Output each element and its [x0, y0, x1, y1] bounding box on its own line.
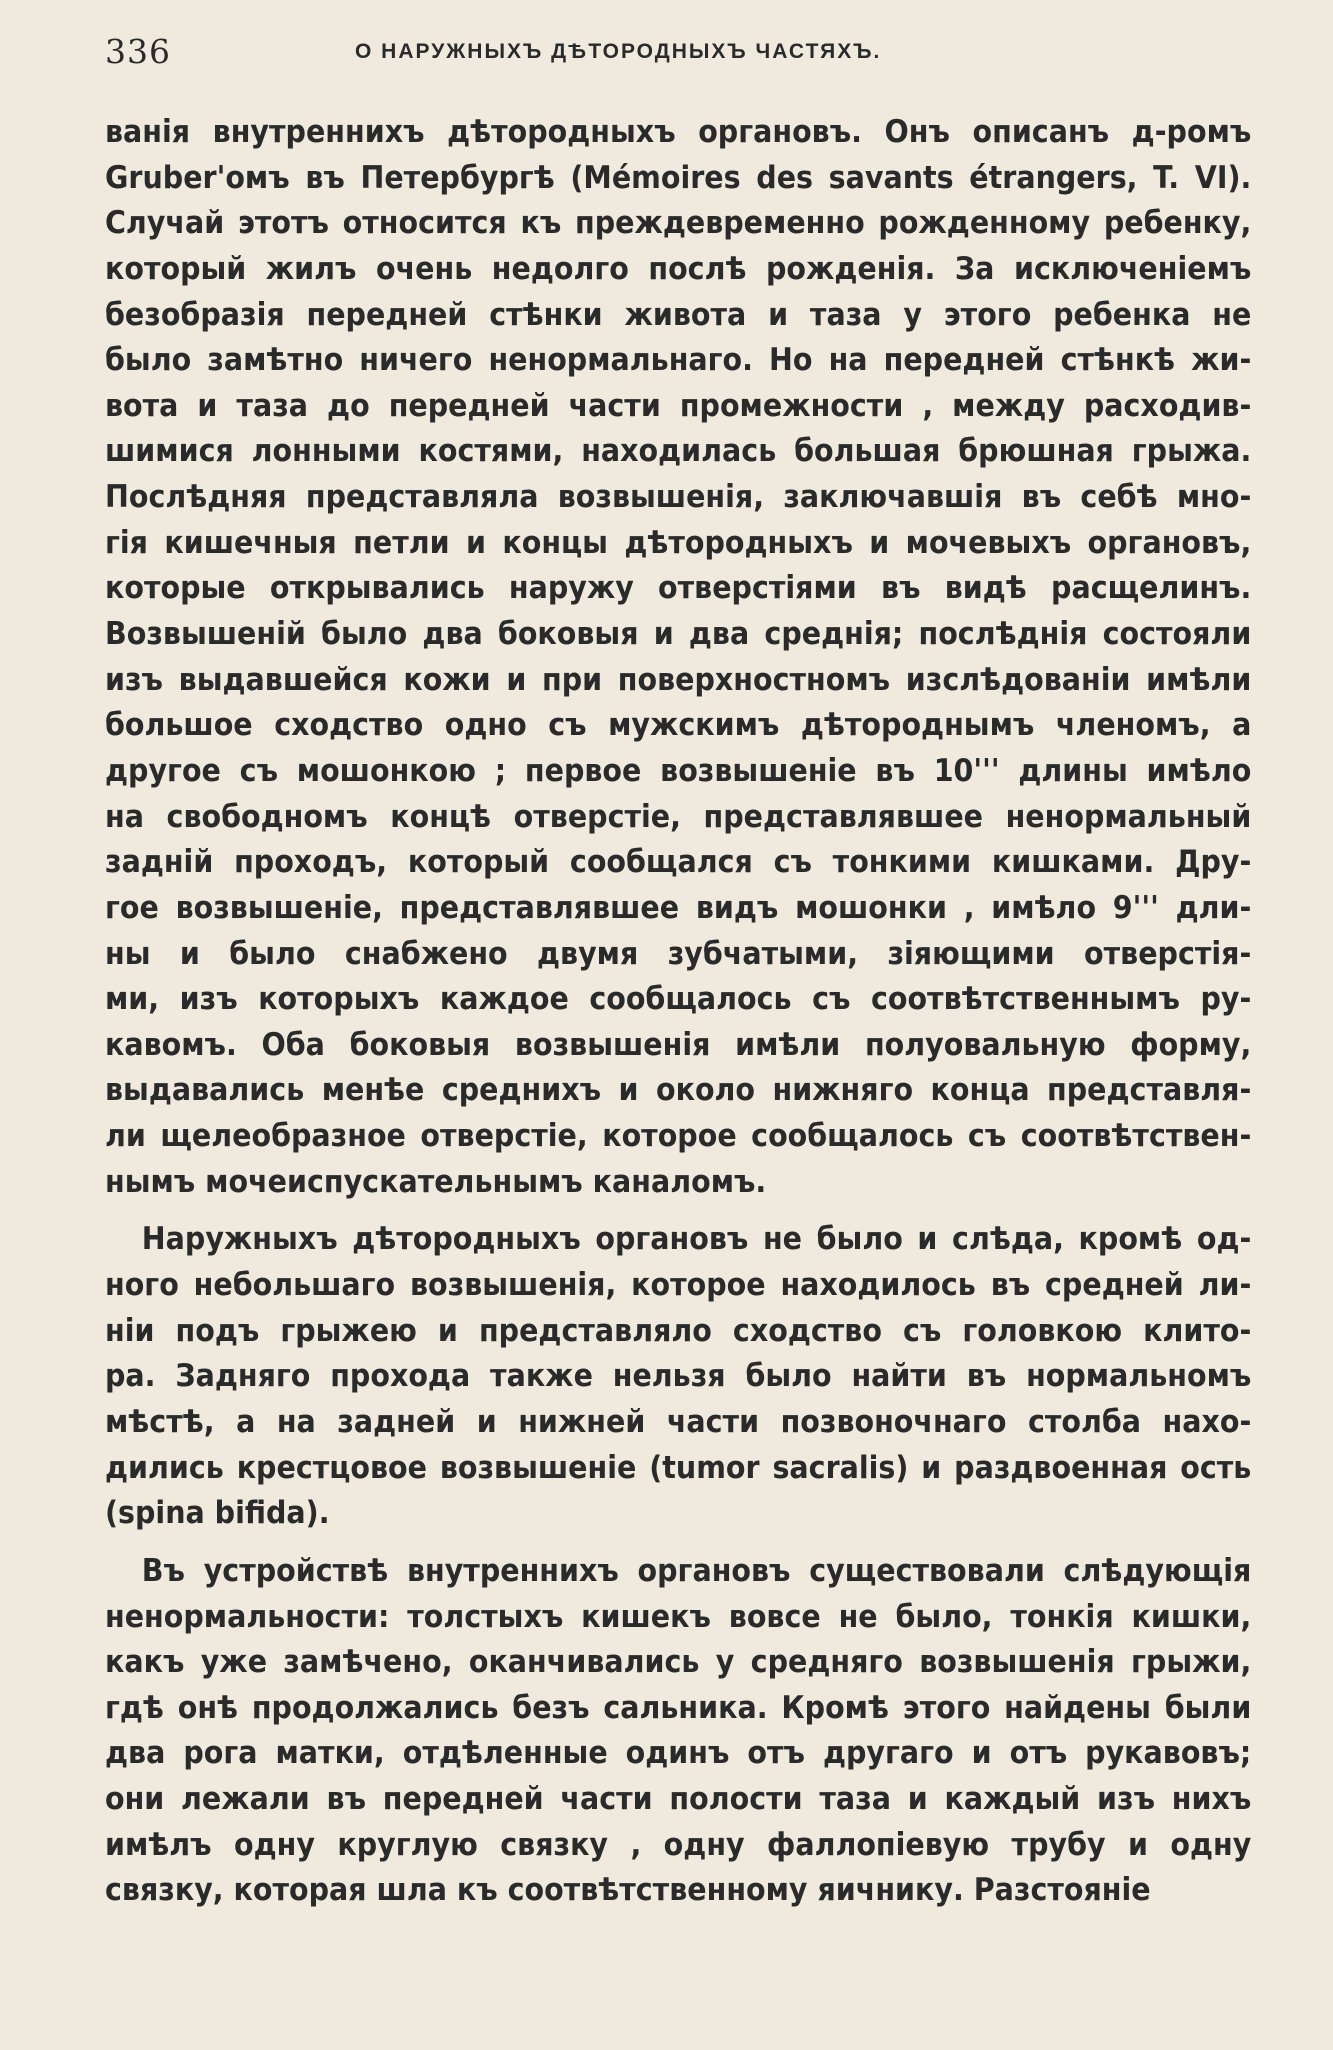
page-number: 336 [105, 32, 171, 71]
text-line: которые открывались наружу отверстіями въ видѣ расщелинъ. [105, 570, 1252, 607]
text-line: выдавались менѣе среднихъ и около нижняго конца представля- [105, 1072, 1252, 1109]
text-line: ны и было снабжено двумя зубчатыми, зіяющими отверстія- [105, 935, 1252, 972]
text-line: мѣстѣ, а на задней и нижней части позвоночнаго столба нахо- [105, 1403, 1252, 1440]
running-title: О НАРУЖНЫХЪ ДѢТОРОДНЫХЪ ЧАСТЯХЪ. [355, 40, 882, 63]
text-line: Случай этотъ относится къ преждевременно рожденному ребенку, [105, 205, 1252, 242]
text-line: нымъ мочеиспускательнымъ каналомъ. [105, 1163, 767, 1200]
text-line: ного небольшаго возвышенія, которое находилось въ средней ли- [105, 1267, 1252, 1304]
text-line: на свободномъ концѣ отверстіе, представлявшее ненормальный [105, 798, 1252, 835]
text-line: Наружныхъ дѣтородныхъ органовъ не было и слѣда, кромѣ од- [141, 1221, 1252, 1258]
paragraph-gap [105, 1537, 1251, 1549]
text-line: они лежали въ передней части полости таза и каждый изъ нихъ [105, 1781, 1252, 1818]
text-line: имѣлъ одну круглую связку , одну фаллопіевую трубу и одну [105, 1826, 1252, 1863]
paragraph-gap [105, 1205, 1251, 1217]
paragraph [105, 1217, 1251, 1536]
text-line: ненормальности: толстыхъ кишекъ вовсе не было, тонкія кишки, [105, 1598, 1252, 1635]
text-line: ли щелеобразное отверстіе, которое сообщалось съ соотвѣтствен- [105, 1118, 1252, 1155]
paragraph [105, 1549, 1251, 1914]
text-line: Послѣдняя представляла возвышенія, заключавшія въ себѣ мно- [105, 479, 1252, 516]
text-line: ніи подъ грыжею и представляло сходство съ головкою клито- [105, 1312, 1252, 1349]
text-line: ми, изъ которыхъ каждое сообщалось съ соотвѣтственнымъ ру- [105, 981, 1252, 1018]
text-line: гія кишечныя петли и концы дѣтородныхъ и мочевыхъ органовъ, [105, 524, 1252, 561]
text-line: безобразія передней стѣнки живота и таза у этого ребенка не [105, 296, 1252, 333]
text-line: вота и таза до передней части промежности , между расходив- [105, 387, 1252, 424]
text-line: изъ выдавшейся кожи и при поверхностномъ изслѣдованіи имѣли [105, 661, 1252, 698]
text-line: Въ устройствѣ внутреннихъ органовъ существовали слѣдующія [141, 1552, 1252, 1589]
text-line: Возвышеній было два боковыя и два среднія; послѣднія состояли [105, 616, 1252, 653]
page-header [105, 32, 1251, 80]
body-text [105, 110, 1251, 1914]
text-line: связку, которая шла къ соотвѣтственному яичнику. Разстояніе [105, 1872, 1151, 1909]
text-line: гдѣ онѣ продолжались безъ сальника. Кромѣ этого найдены были [105, 1689, 1252, 1726]
text-line: другое съ мошонкою ; первое возвышеніе въ 10''' длины имѣло [105, 752, 1252, 789]
text-line: было замѣтно ничего ненормальнаго. Но на передней стѣнкѣ жи- [105, 342, 1252, 379]
text-line: дились крестцовое возвышеніе (tumor sacralis) и раздвоенная ость [105, 1449, 1252, 1486]
text-line: гое возвышеніе, представлявшее видъ мошонки , имѣло 9''' дли- [105, 889, 1252, 926]
text-line: (spina bifida). [105, 1495, 330, 1532]
text-line: большое сходство одно съ мужскимъ дѣтороднымъ членомъ, а [105, 707, 1252, 744]
text-line: который жилъ очень недолго послѣ рожденія. За исключеніемъ [105, 250, 1252, 287]
text-line: ванія внутреннихъ дѣтородныхъ органовъ. Онъ описанъ д-ромъ [105, 114, 1252, 150]
text-line: Gruber'омъ въ Петербургѣ (Mémoires des savants étrangers, T. VI). [105, 159, 1252, 196]
text-line: два рога матки, отдѣленные одинъ отъ другаго и отъ рукавовъ; [105, 1735, 1252, 1772]
text-line: задній проходъ, который сообщался съ тонкими кишками. Дру- [105, 844, 1252, 881]
paragraph [105, 110, 1251, 1205]
text-line: кавомъ. Оба боковыя возвышенія имѣли полуовальную форму, [105, 1026, 1252, 1063]
text-line: шимися лонными костями, находилась большая брюшная грыжа. [105, 433, 1252, 470]
text-line: какъ уже замѣчено, оканчивались у средняго возвышенія грыжи, [105, 1644, 1252, 1681]
text-line: ра. Задняго прохода также нельзя было найти въ нормальномъ [105, 1358, 1252, 1395]
